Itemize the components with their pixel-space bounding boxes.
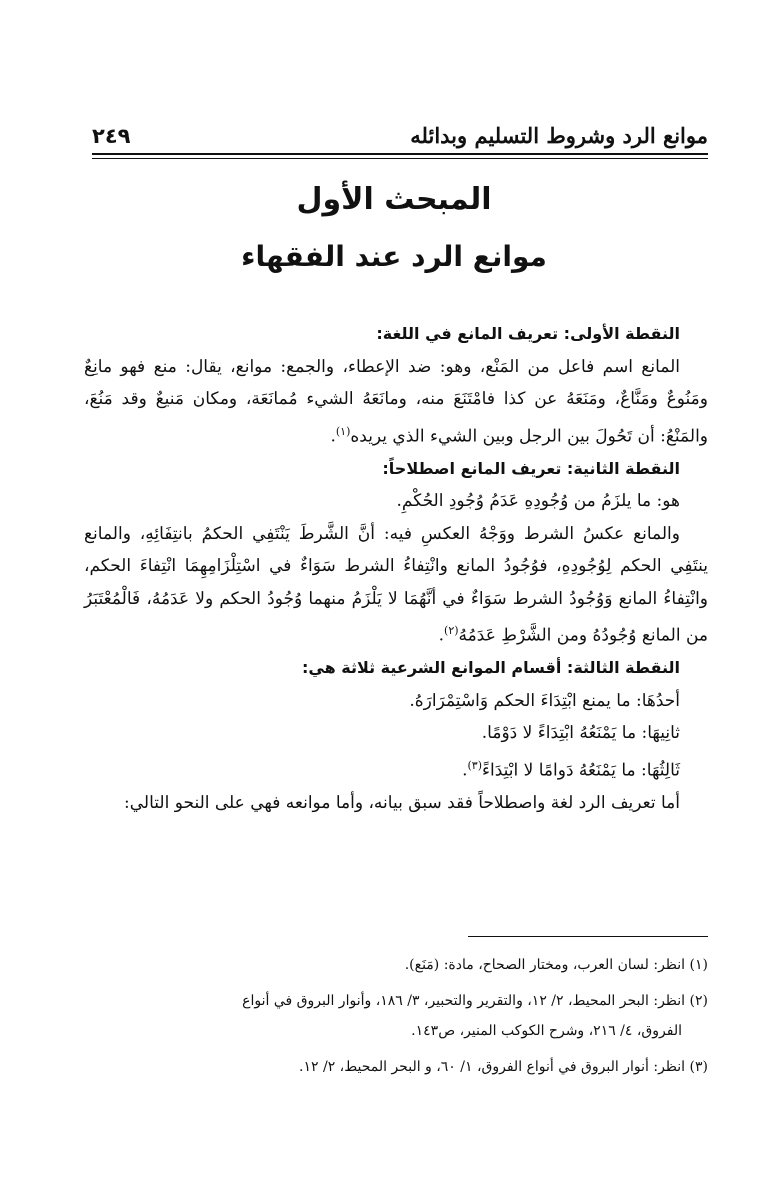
point2-line: والمانع عكسُ الشرط ووَجْهُ العكسِ فيه: أنَّ الشَّرطَ يَنْتَفِي الحكمُ بانتِفَائِهِ، والمانع [84,523,680,544]
running-title: موانع الرد وشروط التسليم وبدائله [410,123,708,148]
sentence-end: . [330,426,336,447]
footnotes [84,950,708,1088]
footnote [84,1052,708,1082]
footnote-ref: (١) [335,424,351,438]
point1-line: المانع اسم فاعل من المَنْع، وهو: ضد الإعطاء، والجمع: موانع، يقال: منع [153,356,680,377]
section-heading: المبحث الأول [296,182,492,217]
point1-line: فهو مانِعٌ ومَنُوعٌ ومَنَّاعٌ، ومَنَعَهُ عن كذا فامْتَنَعَ منه، ومانَعَهُ الشيء مُمانَعَة، ومكان [84,356,708,409]
point2-line: وانْتِفاءُ المانع وَوُجُودُ الشرط سَوَاءٌ في أنَّهُمَا لا يَلْزَمُ منهما وُجُودُ الحكم ولا عَدَمُهُ، [146,588,709,609]
section-title: موانع الرد عند الفقهاء [241,240,547,273]
footnote-rule [468,936,708,937]
sentence-end: . [438,625,445,646]
body-text [84,318,708,819]
point1-paragraph [84,351,708,453]
footnote [84,986,708,1046]
point2-label: النقطة الثانية: تعريف المانع اصطلاحاً: [382,458,680,478]
point1-label: النقطة الأولى: تعريف المانع في اللغة: [376,324,680,343]
footnote-number: (٣) [689,1059,708,1075]
list-item [84,750,708,787]
footnote-text: انظر: لسان العرب، ومختار الصحاح، مادة: (مَنَع). [404,957,686,973]
closing-paragraph: أما تعريف الرد لغة واصطلاحاً فقد سبق بيانه، وأما موانعه فهي على النحو التالي: [124,792,680,813]
list-item: ثانِيهَا: ما يَمْنَعُهُ ابْتِدَاءً لا دَوْمًا. [481,723,680,744]
footnote-ref: (٢) [444,624,459,638]
page-header [92,108,708,148]
point2-line: ينتَفِي الحكم لِوُجُودِهِ، فوُجُودُ المانع وانْتِفاءُ الشرط سَوَاءٌ في اسْتِلْزَامِهِمَا انْتِفاءَ الحكم، [84,556,708,577]
header-rule [92,153,708,159]
sentence-end: . [462,760,468,781]
footnote-text: انظر: أنوار البروق في أنواع الفروق، ١/ ٦٠، و البحر المحيط، ٢/ ١٢. [299,1059,686,1075]
list-item: أحدُهَا: ما يمنع ابْتِدَاءَ الحكم وَاسْتِمْرَارَهُ. [409,690,680,711]
footnote-number: (١) [689,957,708,973]
point2-line: فَالْمُعْتَبَرُ من المانع وُجُودُهُ ومن الشَّرْطِ عَدَمُهُ [84,588,708,646]
footnote-text: الفروق، ٤/ ٢١٦، وشرح الكوكب المنير، ص١٤٣. [411,1023,682,1039]
point2-definition: هو: ما يلزَمُ من وُجُودِهِ عَدَمُ وُجُودِ الحُكْمِ. [396,491,680,512]
footnote [84,950,708,980]
point1-line: مَنيعٌ وقد مَنُعَ، والمَنْعُ: أن تَحُولَ بين الرجل وبين الشيء الذي يريده [84,389,708,447]
footnote-text: انظر: البحر المحيط، ٢/ ١٢، والتقرير والتحبير، ٣/ ١٨٦، وأنوار البروق في أنواع [242,993,686,1009]
point2-paragraph [84,518,708,653]
list-item-text: ثَالِثُهَا: ما يَمْنَعُهُ دَوامًا لا ابْتِدَاءً [482,760,680,781]
footnote-ref: (٣) [467,758,483,772]
point3-label: النقطة الثالثة: أقسام الموانع الشرعية ثلاثة هي: [301,658,680,678]
footnote-number: (٢) [689,993,708,1009]
page-number: ٢٤٩ [92,124,131,148]
